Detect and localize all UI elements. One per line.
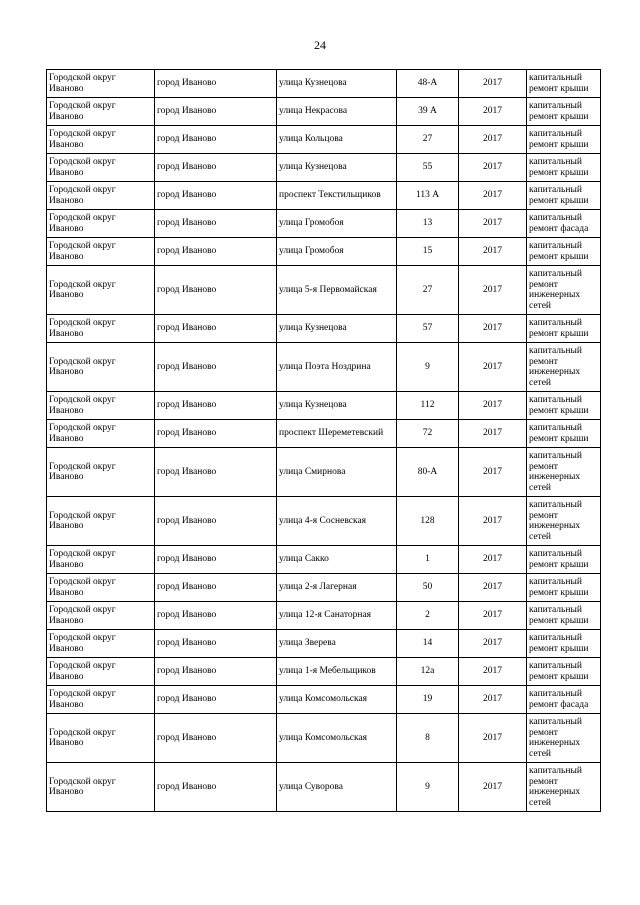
work-type-cell: капитальный ремонт инженерных сетей	[527, 266, 601, 315]
house-number-cell: 1	[397, 546, 459, 574]
district-cell: Городской округ Иваново	[47, 714, 155, 763]
locality-cell: город Иваново	[155, 546, 277, 574]
district-cell: Городской округ Иваново	[47, 343, 155, 392]
work-type-cell: капитальный ремонт крыши	[527, 126, 601, 154]
locality-cell: город Иваново	[155, 392, 277, 420]
street-cell: улица Кузнецова	[277, 315, 397, 343]
table-row	[47, 238, 601, 266]
table-row	[47, 154, 601, 182]
locality-cell: город Иваново	[155, 343, 277, 392]
work-type-cell: капитальный ремонт крыши	[527, 602, 601, 630]
locality-cell: город Иваново	[155, 497, 277, 546]
house-number-cell: 13	[397, 210, 459, 238]
house-number-cell: 15	[397, 238, 459, 266]
house-number-cell: 27	[397, 126, 459, 154]
year-cell: 2017	[459, 546, 527, 574]
street-cell: улица Кузнецова	[277, 392, 397, 420]
street-cell: улица 4-я Сосневская	[277, 497, 397, 546]
locality-cell: город Иваново	[155, 126, 277, 154]
house-number-cell: 128	[397, 497, 459, 546]
locality-cell: город Иваново	[155, 763, 277, 812]
table-row	[47, 602, 601, 630]
year-cell: 2017	[459, 210, 527, 238]
work-type-cell: капитальный ремонт крыши	[527, 546, 601, 574]
district-cell: Городской округ Иваново	[47, 497, 155, 546]
district-cell: Городской округ Иваново	[47, 315, 155, 343]
table-row	[47, 658, 601, 686]
street-cell: улица 1-я Мебельщиков	[277, 658, 397, 686]
street-cell: улица Комсомольская	[277, 686, 397, 714]
street-cell: проспект Шереметевский	[277, 420, 397, 448]
table-row	[47, 574, 601, 602]
table-row	[47, 763, 601, 812]
year-cell: 2017	[459, 602, 527, 630]
house-number-cell: 27	[397, 266, 459, 315]
year-cell: 2017	[459, 70, 527, 98]
page-number: 24	[314, 38, 326, 52]
district-cell: Городской округ Иваново	[47, 763, 155, 812]
house-number-cell: 113 А	[397, 182, 459, 210]
table-row	[47, 266, 601, 315]
work-type-cell: капитальный ремонт крыши	[527, 315, 601, 343]
year-cell: 2017	[459, 182, 527, 210]
table-row	[47, 714, 601, 763]
district-cell: Городской округ Иваново	[47, 392, 155, 420]
district-cell: Городской округ Иваново	[47, 126, 155, 154]
work-type-cell: капитальный ремонт крыши	[527, 238, 601, 266]
locality-cell: город Иваново	[155, 448, 277, 497]
street-cell: улица Суворова	[277, 763, 397, 812]
district-cell: Городской округ Иваново	[47, 686, 155, 714]
house-number-cell: 80-А	[397, 448, 459, 497]
year-cell: 2017	[459, 238, 527, 266]
house-number-cell: 19	[397, 686, 459, 714]
street-cell: улица 12-я Санаторная	[277, 602, 397, 630]
work-type-cell: капитальный ремонт крыши	[527, 392, 601, 420]
street-cell: улица Кузнецова	[277, 154, 397, 182]
table-row	[47, 420, 601, 448]
table-row	[47, 497, 601, 546]
year-cell: 2017	[459, 763, 527, 812]
locality-cell: город Иваново	[155, 238, 277, 266]
table-row	[47, 630, 601, 658]
district-cell: Городской округ Иваново	[47, 658, 155, 686]
work-type-cell: капитальный ремонт инженерных сетей	[527, 448, 601, 497]
year-cell: 2017	[459, 630, 527, 658]
street-cell: улица Громобоя	[277, 210, 397, 238]
table-row	[47, 182, 601, 210]
district-cell: Городской округ Иваново	[47, 574, 155, 602]
locality-cell: город Иваново	[155, 420, 277, 448]
house-number-cell: 2	[397, 602, 459, 630]
year-cell: 2017	[459, 497, 527, 546]
table-row	[47, 343, 601, 392]
year-cell: 2017	[459, 126, 527, 154]
work-type-cell: капитальный ремонт крыши	[527, 70, 601, 98]
year-cell: 2017	[459, 574, 527, 602]
district-cell: Городской округ Иваново	[47, 154, 155, 182]
house-number-cell: 39 А	[397, 98, 459, 126]
work-type-cell: капитальный ремонт крыши	[527, 658, 601, 686]
district-cell: Городской округ Иваново	[47, 448, 155, 497]
year-cell: 2017	[459, 714, 527, 763]
house-repair-table	[46, 69, 601, 812]
work-type-cell: капитальный ремонт фасада	[527, 686, 601, 714]
locality-cell: город Иваново	[155, 70, 277, 98]
work-type-cell: капитальный ремонт инженерных сетей	[527, 714, 601, 763]
street-cell: улица Сакко	[277, 546, 397, 574]
table-row	[47, 210, 601, 238]
house-number-cell: 9	[397, 343, 459, 392]
table-row	[47, 315, 601, 343]
house-number-cell: 12а	[397, 658, 459, 686]
house-number-cell: 48-А	[397, 70, 459, 98]
work-type-cell: капитальный ремонт крыши	[527, 574, 601, 602]
district-cell: Городской округ Иваново	[47, 602, 155, 630]
year-cell: 2017	[459, 420, 527, 448]
table-row	[47, 448, 601, 497]
locality-cell: город Иваново	[155, 98, 277, 126]
district-cell: Городской округ Иваново	[47, 238, 155, 266]
locality-cell: город Иваново	[155, 315, 277, 343]
work-type-cell: капитальный ремонт инженерных сетей	[527, 497, 601, 546]
locality-cell: город Иваново	[155, 266, 277, 315]
house-number-cell: 8	[397, 714, 459, 763]
locality-cell: город Иваново	[155, 154, 277, 182]
street-cell: улица Некрасова	[277, 98, 397, 126]
work-type-cell: капитальный ремонт крыши	[527, 630, 601, 658]
locality-cell: город Иваново	[155, 574, 277, 602]
year-cell: 2017	[459, 154, 527, 182]
table-row	[47, 126, 601, 154]
locality-cell: город Иваново	[155, 602, 277, 630]
work-type-cell: капитальный ремонт крыши	[527, 98, 601, 126]
street-cell: улица Кольцова	[277, 126, 397, 154]
locality-cell: город Иваново	[155, 686, 277, 714]
table-row	[47, 392, 601, 420]
table-body	[47, 70, 601, 812]
street-cell: улица Кузнецова	[277, 70, 397, 98]
house-number-cell: 57	[397, 315, 459, 343]
work-type-cell: капитальный ремонт крыши	[527, 420, 601, 448]
house-number-cell: 55	[397, 154, 459, 182]
table-row	[47, 686, 601, 714]
year-cell: 2017	[459, 343, 527, 392]
house-number-cell: 50	[397, 574, 459, 602]
street-cell: улица 2-я Лагерная	[277, 574, 397, 602]
district-cell: Городской округ Иваново	[47, 420, 155, 448]
district-cell: Городской округ Иваново	[47, 266, 155, 315]
table-row	[47, 70, 601, 98]
house-number-cell: 14	[397, 630, 459, 658]
district-cell: Городской округ Иваново	[47, 630, 155, 658]
year-cell: 2017	[459, 315, 527, 343]
work-type-cell: капитальный ремонт инженерных сетей	[527, 763, 601, 812]
table-row	[47, 546, 601, 574]
street-cell: улица Комсомольская	[277, 714, 397, 763]
work-type-cell: капитальный ремонт инженерных сетей	[527, 343, 601, 392]
street-cell: улица Поэта Ноздрина	[277, 343, 397, 392]
year-cell: 2017	[459, 686, 527, 714]
district-cell: Городской округ Иваново	[47, 70, 155, 98]
year-cell: 2017	[459, 448, 527, 497]
district-cell: Городской округ Иваново	[47, 182, 155, 210]
work-type-cell: капитальный ремонт крыши	[527, 154, 601, 182]
house-number-cell: 72	[397, 420, 459, 448]
work-type-cell: капитальный ремонт фасада	[527, 210, 601, 238]
street-cell: улица 5-я Первомайская	[277, 266, 397, 315]
locality-cell: город Иваново	[155, 210, 277, 238]
year-cell: 2017	[459, 392, 527, 420]
year-cell: 2017	[459, 98, 527, 126]
locality-cell: город Иваново	[155, 658, 277, 686]
year-cell: 2017	[459, 658, 527, 686]
house-number-cell: 9	[397, 763, 459, 812]
locality-cell: город Иваново	[155, 182, 277, 210]
house-number-cell: 112	[397, 392, 459, 420]
work-type-cell: капитальный ремонт крыши	[527, 182, 601, 210]
street-cell: улица Зверева	[277, 630, 397, 658]
district-cell: Городской округ Иваново	[47, 98, 155, 126]
district-cell: Городской округ Иваново	[47, 210, 155, 238]
table-row	[47, 98, 601, 126]
district-cell: Городской округ Иваново	[47, 546, 155, 574]
street-cell: улица Смирнова	[277, 448, 397, 497]
locality-cell: город Иваново	[155, 630, 277, 658]
year-cell: 2017	[459, 266, 527, 315]
locality-cell: город Иваново	[155, 714, 277, 763]
street-cell: улица Громобоя	[277, 238, 397, 266]
street-cell: проспект Текстильщиков	[277, 182, 397, 210]
